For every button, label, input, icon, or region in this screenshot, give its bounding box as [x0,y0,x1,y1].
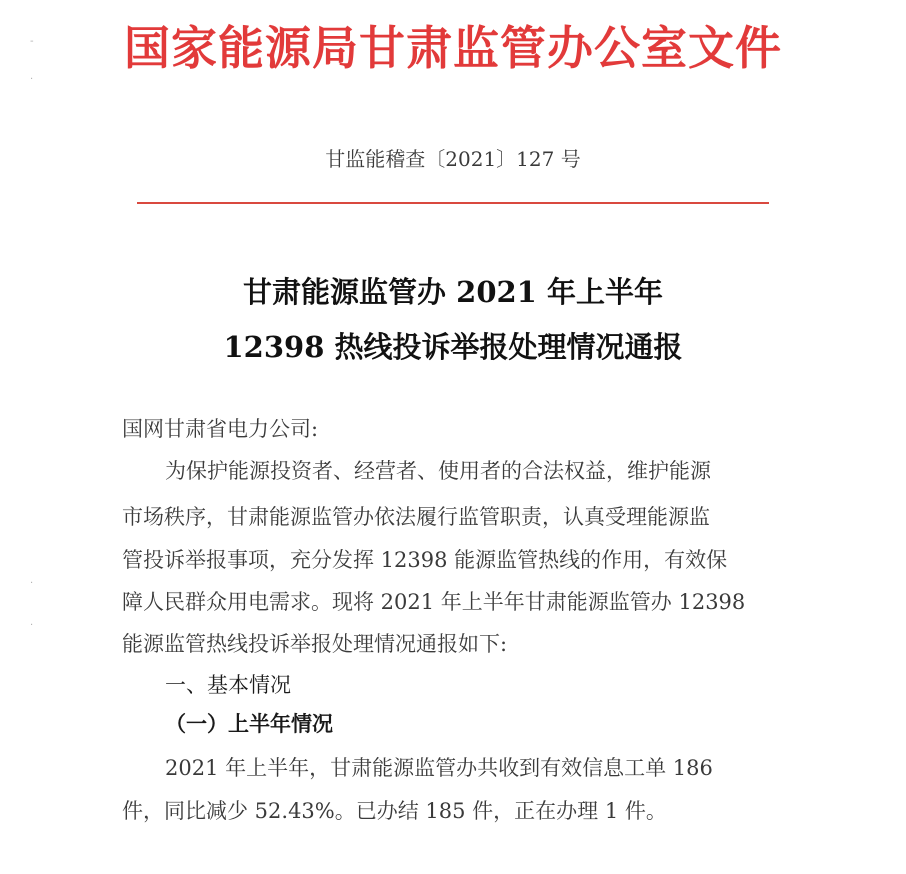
intro-paragraph-line: 管投诉举报事项，充分发挥 12398 能源监管热线的作用，有效保 [122,548,728,572]
addressee: 国网甘肃省电力公司: [122,417,319,441]
scan-speck: - [30,36,34,47]
subsection-heading: （一）上半年情况 [165,711,333,736]
scan-speck: · [30,620,34,631]
scan-speck: · [30,74,34,85]
intro-paragraph-line: 为保护能源投资者、经营者、使用者的合法权益，维护能源 [165,459,711,483]
section-heading: 一、基本情况 [165,673,291,697]
document-title-line-1: 甘肃能源监管办 2021 年上半年 [243,275,663,309]
scan-speck: · [30,578,34,589]
document-number: 甘监能稽查〔2021〕127 号 [325,147,581,171]
intro-paragraph-line: 障人民群众用电需求。现将 2021 年上半年甘肃能源监管办 12398 [122,590,746,614]
intro-paragraph-line: 能源监管热线投诉举报处理情况通报如下: [122,632,508,656]
document-title-line-2: 12398 热线投诉举报处理情况通报 [223,330,683,364]
summary-paragraph-line: 2021 年上半年，甘肃能源监管办共收到有效信息工单 186 [165,756,713,780]
issuer-heading: 国家能源局甘肃监管办公室文件 [124,21,782,75]
intro-paragraph-line: 市场秩序，甘肃能源监管办依法履行监管职责，认真受理能源监 [122,505,710,529]
summary-paragraph-line: 件，同比减少 52.43%。已办结 185 件，正在办理 1 件。 [122,799,667,823]
red-divider-line [137,202,769,204]
